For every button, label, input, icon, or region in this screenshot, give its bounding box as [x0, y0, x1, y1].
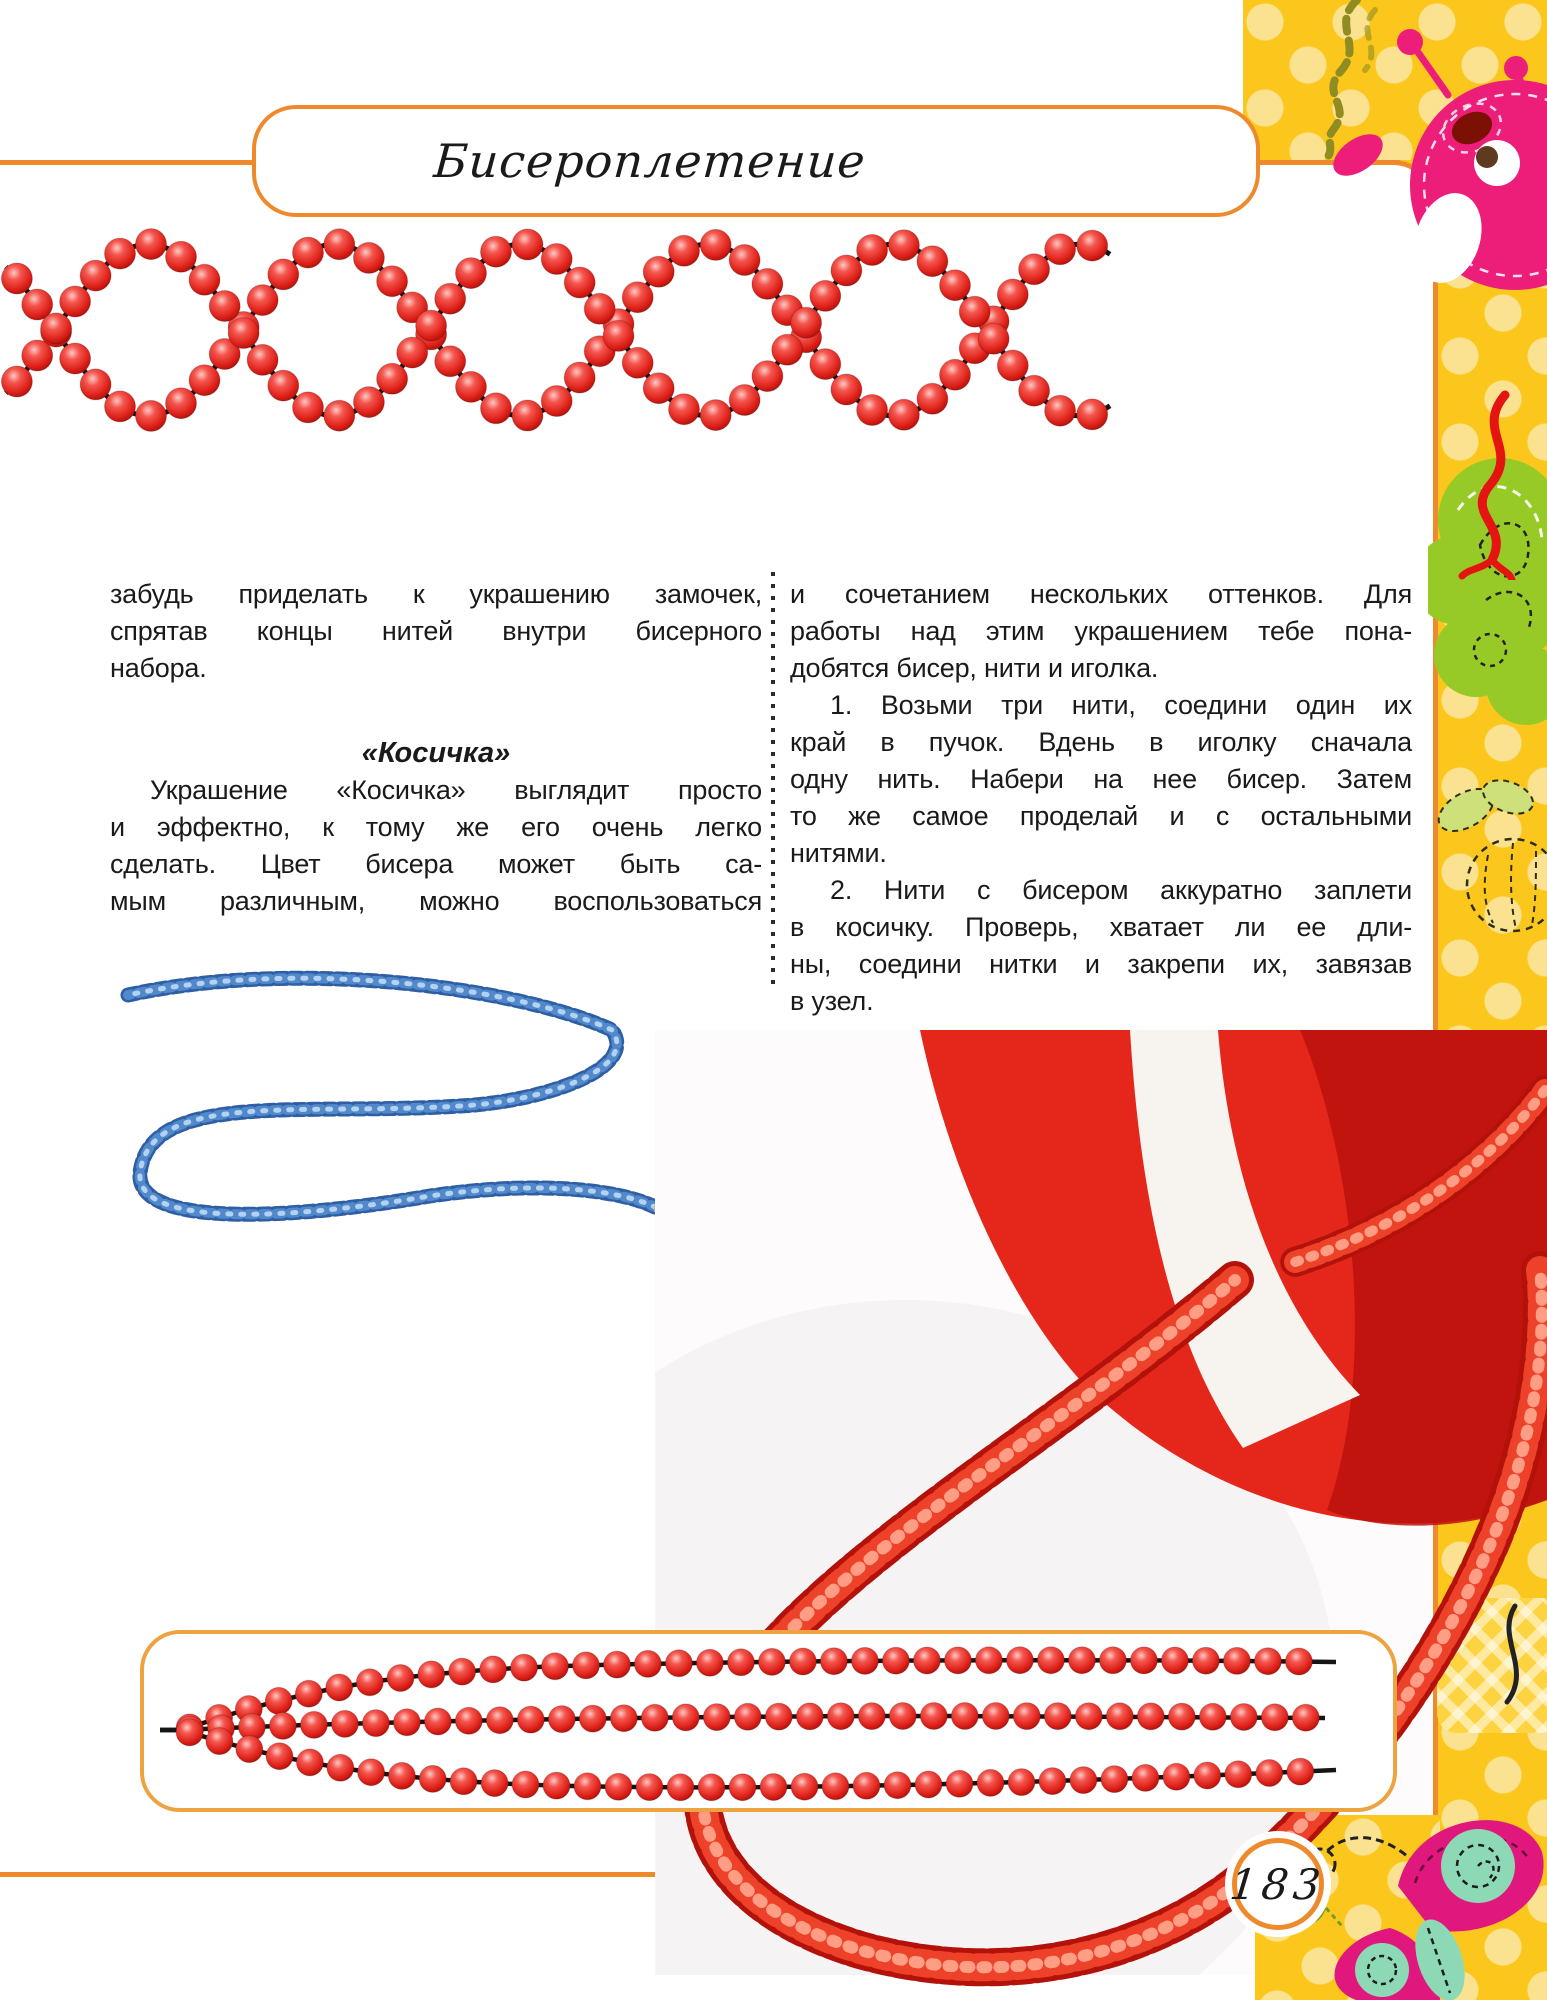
- bead: [268, 259, 299, 290]
- bead: [858, 1703, 885, 1730]
- text-line: ны, соедини нитки и закрепи их, завязав: [790, 949, 1412, 979]
- bead: [1292, 1704, 1319, 1731]
- bead: [610, 1705, 637, 1732]
- bead: [1013, 1703, 1040, 1730]
- bead: [512, 400, 543, 431]
- bead: [822, 1773, 849, 1800]
- bead: [851, 1647, 878, 1674]
- bead: [1168, 1703, 1195, 1730]
- blue-chain-light: [128, 978, 655, 1214]
- bead: [435, 283, 466, 314]
- bead: [541, 386, 572, 417]
- bead: [542, 1653, 569, 1680]
- bead: [729, 1774, 756, 1801]
- bead: [940, 359, 971, 390]
- bead: [481, 393, 512, 424]
- bead: [456, 371, 487, 402]
- bead: [105, 391, 136, 422]
- bead: [1137, 1703, 1164, 1730]
- bead: [356, 1669, 383, 1696]
- bead: [636, 1774, 663, 1801]
- bead: [1070, 1767, 1097, 1794]
- bug-icon: [1320, 20, 1547, 290]
- bead: [882, 1647, 909, 1674]
- bead: [1254, 1648, 1281, 1675]
- bead: [920, 1703, 947, 1730]
- bead: [917, 383, 948, 414]
- bead: [698, 1774, 725, 1801]
- text-line: то же самое проделай и с остальными: [790, 801, 1412, 831]
- bead: [247, 344, 278, 375]
- bead: [643, 256, 674, 287]
- bead: [1101, 1766, 1128, 1793]
- bead: [1077, 230, 1108, 261]
- bead: [1287, 1758, 1314, 1785]
- bead: [397, 337, 428, 368]
- bead: [1261, 1704, 1288, 1731]
- bead: [1199, 1703, 1226, 1730]
- bead: [700, 229, 731, 260]
- bee-icon: [1428, 765, 1547, 940]
- bead: [982, 1703, 1009, 1730]
- text-line: 2. Нити с бисером аккуратно заплети: [830, 875, 1412, 905]
- bead: [377, 266, 408, 297]
- bead: [512, 229, 543, 260]
- bead: [41, 313, 72, 344]
- bead: [331, 1710, 358, 1737]
- bead: [296, 1749, 323, 1776]
- bead: [884, 1772, 911, 1799]
- bead: [481, 236, 512, 267]
- bead: [1019, 254, 1050, 285]
- bead: [579, 1705, 606, 1732]
- bead: [435, 346, 466, 377]
- text-line: одну нить. Набери на нее бисер. Затем: [790, 764, 1412, 794]
- bead: [913, 1647, 940, 1674]
- bead-strand-diagram: [140, 1630, 1397, 1812]
- bead: [295, 1680, 322, 1707]
- text-line: Украшение «Косичка» выглядит просто: [150, 775, 762, 805]
- text-line: нитями.: [790, 838, 887, 868]
- text-line: набора.: [110, 653, 207, 683]
- bead: [387, 1665, 414, 1692]
- bead: [166, 388, 197, 419]
- bead: [189, 365, 220, 396]
- bead: [512, 1771, 539, 1798]
- bead: [548, 1706, 575, 1733]
- bead: [324, 400, 355, 431]
- bead: [1045, 395, 1076, 426]
- bead: [416, 310, 447, 341]
- bead: [266, 1743, 293, 1770]
- page-number: 183: [1227, 1859, 1329, 1909]
- text-line: 1. Возьми три нити, соедини один их: [830, 690, 1412, 720]
- bead: [888, 230, 919, 261]
- bead: [326, 1674, 353, 1701]
- text-line: край в пучок. Вдень в иголку сначала: [790, 727, 1412, 757]
- bead: [977, 1769, 1004, 1796]
- bead: [480, 1656, 507, 1683]
- bead: [760, 1774, 787, 1801]
- bead: [1285, 1648, 1312, 1675]
- column-divider: [771, 572, 775, 987]
- bead: [419, 1765, 446, 1792]
- bead: [765, 1703, 792, 1730]
- bead: [729, 245, 760, 276]
- bead: [80, 369, 111, 400]
- bead: [831, 374, 862, 405]
- text-line: и сочетанием нескольких оттенков. Для: [790, 579, 1412, 609]
- title-banner: [252, 105, 1260, 217]
- text-line: работы над этим украшением тебе пона-: [790, 616, 1412, 646]
- bead: [997, 350, 1028, 381]
- bead: [667, 1774, 694, 1801]
- bead: [997, 279, 1028, 310]
- bead: [978, 323, 1009, 354]
- bead: [1106, 1703, 1133, 1730]
- text-line: мым различным, можно воспользоваться: [110, 886, 762, 916]
- bead: [791, 307, 822, 338]
- bead: [1132, 1764, 1159, 1791]
- bead: [486, 1707, 513, 1734]
- bead: [1225, 1761, 1252, 1788]
- bead: [324, 229, 355, 260]
- bead: [269, 1712, 296, 1739]
- bead: [393, 1709, 420, 1736]
- bead: [604, 1651, 631, 1678]
- text-line: добятся бисер, нити и иголка.: [790, 653, 1159, 683]
- bead: [377, 363, 408, 394]
- bead: [209, 291, 240, 322]
- butterfly-icon: [1290, 1788, 1547, 2000]
- bead: [634, 1650, 661, 1677]
- bead: [946, 1770, 973, 1797]
- text-line: в косичку. Проверь, хватает ли ее дли-: [790, 912, 1412, 942]
- bead: [665, 1650, 692, 1677]
- bead: [564, 362, 595, 393]
- bead: [1019, 375, 1050, 406]
- bead: [1099, 1647, 1126, 1674]
- bead: [353, 242, 384, 273]
- text-line: в узел.: [790, 986, 874, 1016]
- text-line: забудь приделать к украшению замочек,: [110, 579, 762, 609]
- bead: [772, 334, 803, 365]
- bead: [1068, 1647, 1095, 1674]
- bead: [944, 1647, 971, 1674]
- bead: [481, 1770, 508, 1797]
- bead: [603, 320, 634, 351]
- bead: [951, 1703, 978, 1730]
- bead: [449, 1658, 476, 1685]
- bead: [959, 296, 990, 327]
- bead: [22, 340, 53, 371]
- bead: [796, 1703, 823, 1730]
- bead: [703, 1704, 730, 1731]
- bead: [1192, 1647, 1219, 1674]
- bead: [543, 1772, 570, 1799]
- bead: [789, 1648, 816, 1675]
- bead: [564, 267, 595, 298]
- right-column: [790, 576, 1412, 1020]
- bead: [353, 387, 384, 418]
- bead: [672, 1704, 699, 1731]
- bead: [80, 260, 111, 291]
- bead: [327, 1754, 354, 1781]
- bead: [605, 1773, 632, 1800]
- bead: [696, 1649, 723, 1676]
- bead: [236, 1736, 263, 1763]
- bead: [584, 293, 615, 324]
- bead: [1256, 1760, 1283, 1787]
- bead: [268, 370, 299, 401]
- bead: [831, 255, 862, 286]
- bead: [643, 373, 674, 404]
- tag-brace-icon: [1437, 1598, 1547, 1733]
- left-column: [110, 576, 762, 920]
- bead: [1161, 1647, 1188, 1674]
- bead: [917, 246, 948, 277]
- text-line: сделать. Цвет бисера может быть са-: [110, 849, 762, 879]
- bead: [622, 347, 653, 378]
- bead: [247, 285, 278, 316]
- bead: [810, 280, 841, 311]
- bead: [1077, 399, 1108, 430]
- bead: [1163, 1763, 1190, 1790]
- section-heading: «Косичка»: [361, 737, 511, 769]
- diamond-tag-icon: [1437, 1598, 1547, 1733]
- bead: [1230, 1704, 1257, 1731]
- bead: [60, 286, 91, 317]
- bead: [669, 235, 700, 266]
- bead: [1, 366, 32, 397]
- bead: [622, 282, 653, 313]
- bead: [166, 241, 197, 272]
- bead: [940, 270, 971, 301]
- bead: [810, 349, 841, 380]
- bead: [105, 238, 136, 269]
- bead: [424, 1708, 451, 1735]
- bead: [734, 1703, 761, 1730]
- bead: [456, 258, 487, 289]
- bead: [511, 1654, 538, 1681]
- text-line: и эффектно, к тому же его очень легко: [110, 812, 762, 842]
- bead: [1045, 234, 1076, 265]
- bead: [517, 1706, 544, 1733]
- bead: [853, 1772, 880, 1799]
- bead-wave-diagram: [0, 225, 1135, 440]
- bead: [206, 1728, 233, 1755]
- bead: [1075, 1703, 1102, 1730]
- bead: [915, 1771, 942, 1798]
- bead: [758, 1648, 785, 1675]
- bead: [1, 263, 32, 294]
- blue-necklace-photo: [70, 930, 690, 1260]
- bead: [641, 1704, 668, 1731]
- bead: [791, 1773, 818, 1800]
- bead: [1194, 1762, 1221, 1789]
- bead: [752, 268, 783, 299]
- bead: [189, 264, 220, 295]
- bead: [827, 1703, 854, 1730]
- bead: [889, 1703, 916, 1730]
- bead: [362, 1710, 389, 1737]
- bead: [136, 229, 167, 260]
- bead: [541, 244, 572, 275]
- bead: [1223, 1647, 1250, 1674]
- bead: [176, 1719, 203, 1746]
- bead: [136, 400, 167, 431]
- page-number-badge: [1227, 1838, 1329, 1930]
- bead: [700, 400, 731, 431]
- bead: [293, 237, 324, 268]
- bead: [1008, 1769, 1035, 1796]
- bead: [820, 1648, 847, 1675]
- bead: [1130, 1647, 1157, 1674]
- bead: [573, 1652, 600, 1679]
- bead: [727, 1649, 754, 1676]
- bead: [300, 1711, 327, 1738]
- bead: [1044, 1703, 1071, 1730]
- bead: [1039, 1768, 1066, 1795]
- text-line: спрятав концы нитей внутри бисерного: [110, 616, 762, 646]
- bead: [1006, 1647, 1033, 1674]
- bead: [358, 1759, 385, 1786]
- bead: [1037, 1647, 1064, 1674]
- bead: [752, 361, 783, 392]
- bead: [888, 399, 919, 430]
- bead: [293, 392, 324, 423]
- bead: [669, 394, 700, 425]
- bead: [60, 343, 91, 374]
- bead: [228, 318, 259, 349]
- bead: [975, 1647, 1002, 1674]
- bead: [857, 235, 888, 266]
- bead: [455, 1707, 482, 1734]
- bead: [574, 1773, 601, 1800]
- bead: [418, 1661, 445, 1688]
- bead-strands-svg: [144, 1634, 1393, 1808]
- bead: [450, 1768, 477, 1795]
- bead: [857, 395, 888, 426]
- bead: [729, 385, 760, 416]
- bead: [265, 1687, 292, 1714]
- bead: [388, 1762, 415, 1789]
- yarn-icon: [1450, 390, 1547, 580]
- page-title: Бисероплетение: [432, 134, 868, 188]
